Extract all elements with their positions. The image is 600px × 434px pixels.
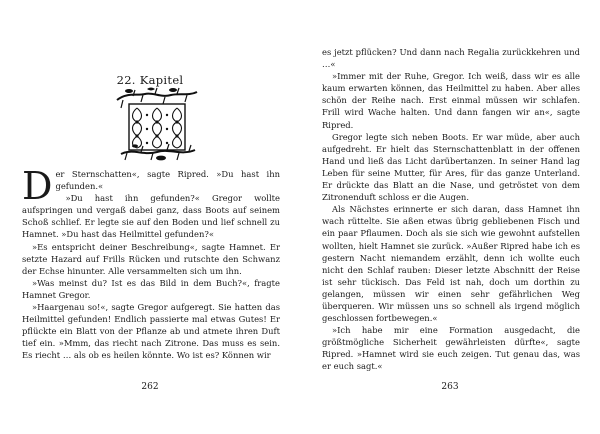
drop-cap: D [22, 164, 53, 208]
left-page-text [22, 164, 280, 362]
chapter-ornament-illustration [113, 86, 201, 166]
paragraph: Der Sternschatten«, sagte Ripred. »Du hast ihn gefunden.« [22, 164, 280, 208]
right-page-text [322, 46, 580, 373]
page-number: 263 [441, 382, 459, 392]
paragraph: »Du hast ihn gefunden?« Gregor wollte aufspringen und vergaß dabei ganz, dass Boots auf seinem Schoß schlief. Er legte sie auf den Boden und lief schnell zu Hamnet. »Du hast das Heilmittel gefunden?« [22, 193, 280, 240]
paragraph: »Was meinst du? Ist es das Bild in dem Buch?«, fragte Hamnet Gregor. [22, 277, 280, 300]
paragraph: Gregor legte sich neben Boots. Er war müde, aber auch aufgedreht. Er hielt das Sternschattenblatt in der offenen Hand und ließ das Licht darübertanzen. In seiner Hand lag Leben für seine Mutter, für Ares, für das ganze Unterland. Er drückte das Blatt an die Nase, und getröstet von dem Zitronenduft schloss er die Augen. [322, 131, 580, 203]
paragraph: »Es entspricht deiner Beschreibung«, sagte Hamnet. Er setzte Hazard auf Frills Rücken und rutschte den Schwanz der Echse hinunter. Alle versammelten sich um ihn. [22, 241, 280, 276]
paragraph: es jetzt pflücken? Und dann nach Regalia zurückkehren und …« [322, 47, 580, 70]
paragraph: Als Nächstes erinnerte er sich daran, dass Hamnet ihn wach rüttelte. Sie aßen etwas übrig gebliebenen Fisch und ein paar Pflaumen. Doch als sie sich wie gewohnt aufstellen wollten, hielt Hamnet sie zurück. »Außer Ripred habe ich es gestern Nacht niemandem erzählt, denn ich wollte euch nicht den Schlaf rauben: Dieser letzte Abschnitt der Reise ist sehr tückisch. Das Feld ist nah, doch um dorthin zu gelangen, müssen wir einen sehr gefährlichen Weg überqueren. Wir müssen uns so schnell als irgend möglich geschlossen fortbewegen.« [322, 204, 580, 324]
paragraph: »Ich habe mir eine Formation ausgedacht, die größtmögliche Sicherheit gewährleisten dürfte«, sagte Ripred. »Hamnet wird sie euch zeigen. Tut genau das, was er euch sagt.« [322, 325, 580, 372]
chapter-title: 22. Kapitel [116, 73, 184, 87]
paragraph: »Haargenau so!«, sagte Gregor aufgeregt. Sie hatten das Heilmittel gefunden! Endlich passierte mal etwas Gutes! Er pflückte ein Blatt von der Pflanze ab und atmete ihren Duft tief ein. »Mmm, das riecht nach Zitrone. Das muss es sein. Es riecht … als ob es heilen könnte. Wo ist es? Können wir [22, 302, 280, 361]
right-page [300, 0, 600, 434]
paragraph: »Immer mit der Ruhe, Gregor. Ich weiß, dass wir es alle kaum erwarten können, das Heilmittel zu haben. Aber alles schön der Reihe nach. Erst einmal müssen wir schlafen. Frill wird Wache halten. Und dann fangen wir an«, sagte Ripred. [322, 71, 580, 130]
page-number: 262 [141, 382, 159, 392]
